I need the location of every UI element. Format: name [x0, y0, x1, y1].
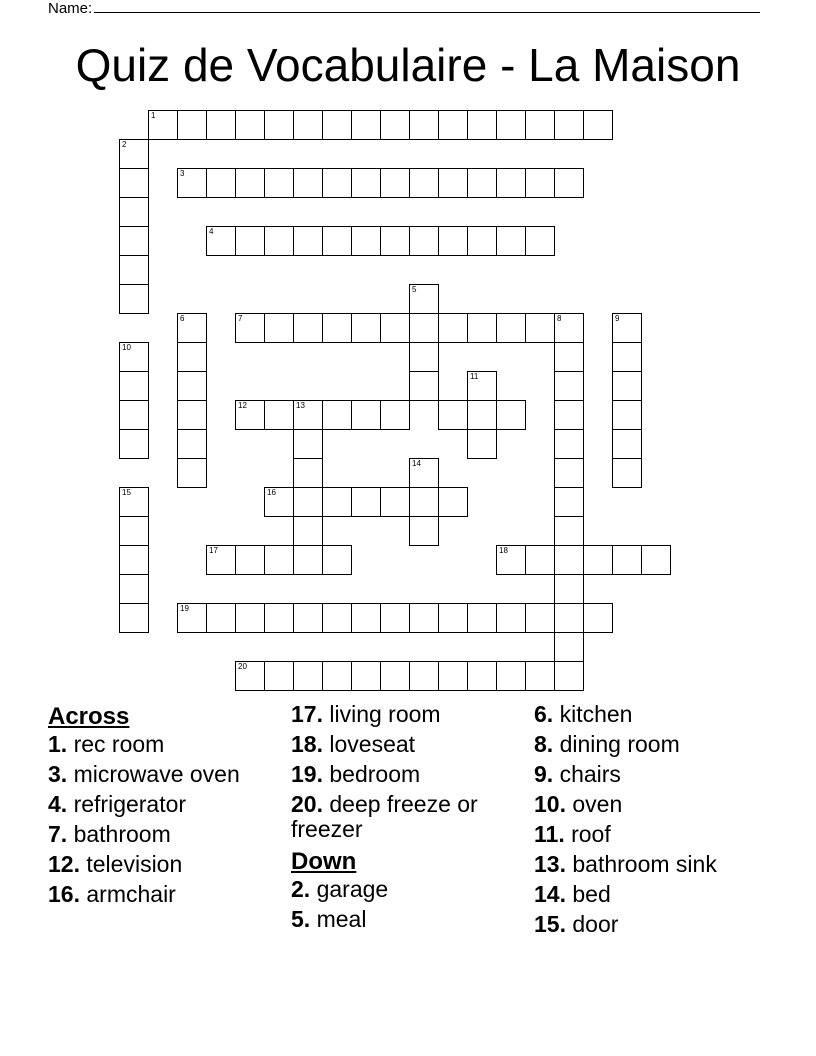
grid-cell[interactable]	[438, 661, 468, 691]
grid-cell[interactable]	[380, 226, 410, 256]
grid-cell[interactable]	[119, 429, 149, 459]
grid-cell[interactable]	[293, 313, 323, 343]
grid-cell[interactable]	[351, 400, 381, 430]
grid-cell[interactable]	[177, 313, 207, 343]
grid-cell[interactable]	[409, 661, 439, 691]
grid-cell[interactable]	[235, 168, 265, 198]
grid-cell[interactable]	[293, 545, 323, 575]
grid-cell[interactable]	[583, 603, 613, 633]
clue-heading: Down	[291, 848, 357, 875]
clue-text: loveseat	[322, 731, 416, 757]
grid-cell[interactable]	[119, 400, 149, 430]
grid-cell[interactable]	[177, 400, 207, 430]
grid-cell[interactable]	[554, 661, 584, 691]
grid-cell[interactable]	[612, 545, 642, 575]
grid-cell[interactable]	[380, 603, 410, 633]
grid-cell[interactable]	[496, 168, 526, 198]
clue-text: garage	[310, 876, 389, 902]
clue-text: roof	[564, 821, 611, 847]
grid-cell[interactable]	[235, 661, 265, 691]
grid-cell[interactable]	[409, 284, 439, 314]
grid-cell[interactable]	[293, 110, 323, 140]
grid-cell[interactable]	[264, 400, 294, 430]
grid-cell[interactable]	[119, 168, 149, 198]
grid-cell[interactable]	[322, 400, 352, 430]
grid-cell[interactable]	[177, 603, 207, 633]
grid-cell[interactable]	[206, 226, 236, 256]
grid-cell[interactable]	[409, 371, 439, 401]
cell-number: 7	[238, 314, 243, 323]
grid-cell[interactable]	[467, 429, 497, 459]
grid-cell[interactable]	[467, 110, 497, 140]
grid-cell[interactable]	[554, 400, 584, 430]
name-label: Name:	[48, 0, 93, 17]
cell-number: 9	[615, 314, 620, 323]
clue-number: 10.	[534, 791, 566, 817]
clue-text: bathroom	[67, 821, 171, 847]
grid-cell[interactable]	[148, 110, 178, 140]
grid-cell[interactable]	[351, 110, 381, 140]
grid-cell[interactable]	[438, 313, 468, 343]
grid-cell[interactable]	[235, 110, 265, 140]
cell-number: 5	[412, 285, 417, 294]
grid-cell[interactable]	[380, 661, 410, 691]
grid-cell[interactable]	[554, 313, 584, 343]
clue-item	[534, 732, 784, 757]
cell-number: 4	[209, 227, 214, 236]
grid-cell[interactable]	[322, 545, 352, 575]
grid-cell[interactable]	[409, 458, 439, 488]
clue-number: 16.	[48, 881, 80, 907]
clue-number: 4.	[48, 791, 68, 817]
clue-number: 9.	[534, 761, 554, 787]
grid-cell[interactable]	[322, 603, 352, 633]
grid-cell[interactable]	[467, 661, 497, 691]
clue-number: 12.	[48, 851, 80, 877]
clue-number: 13.	[534, 851, 566, 877]
cell-number: 10	[122, 343, 131, 352]
clue-item	[534, 792, 784, 817]
grid-cell[interactable]	[496, 313, 526, 343]
grid-cell[interactable]	[264, 545, 294, 575]
grid-cell[interactable]	[351, 603, 381, 633]
grid-cell[interactable]	[525, 110, 555, 140]
grid-cell[interactable]	[293, 458, 323, 488]
grid-cell[interactable]	[119, 255, 149, 285]
grid-cell[interactable]	[554, 342, 584, 372]
clue-text: chairs	[553, 761, 621, 787]
grid-cell[interactable]	[583, 545, 613, 575]
grid-cell[interactable]	[438, 226, 468, 256]
grid-cell[interactable]	[264, 603, 294, 633]
grid-cell[interactable]	[264, 226, 294, 256]
grid-cell[interactable]	[322, 226, 352, 256]
cell-number: 14	[412, 459, 421, 468]
grid-cell[interactable]	[496, 400, 526, 430]
grid-cell[interactable]	[264, 110, 294, 140]
clue-column-3	[534, 702, 784, 942]
grid-cell[interactable]	[380, 110, 410, 140]
clue-number: 11.	[534, 821, 565, 847]
clue-text: television	[79, 851, 183, 877]
grid-cell[interactable]	[409, 226, 439, 256]
grid-cell[interactable]	[409, 168, 439, 198]
clue-text: armchair	[79, 881, 176, 907]
grid-cell[interactable]	[496, 603, 526, 633]
cell-number: 17	[209, 546, 218, 555]
clue-number: 19.	[291, 761, 323, 787]
grid-cell[interactable]	[380, 168, 410, 198]
grid-cell[interactable]	[177, 371, 207, 401]
clue-number: 20.	[291, 791, 323, 817]
grid-cell[interactable]	[119, 574, 149, 604]
grid-cell[interactable]	[293, 661, 323, 691]
grid-cell[interactable]	[293, 429, 323, 459]
clue-number: 14.	[534, 881, 566, 907]
grid-cell[interactable]	[496, 661, 526, 691]
grid-cell[interactable]	[380, 400, 410, 430]
grid-cell[interactable]	[177, 429, 207, 459]
grid-cell[interactable]	[525, 603, 555, 633]
grid-cell[interactable]	[119, 516, 149, 546]
grid-cell[interactable]	[409, 516, 439, 546]
grid-cell[interactable]	[641, 545, 671, 575]
clue-text: deep freeze or freezer	[291, 791, 478, 842]
cell-number: 20	[238, 662, 247, 671]
grid-cell[interactable]	[119, 226, 149, 256]
grid-cell[interactable]	[351, 487, 381, 517]
clue-text: bathroom sink	[565, 851, 717, 877]
grid-cell[interactable]	[467, 168, 497, 198]
grid-cell[interactable]	[264, 661, 294, 691]
clue-number: 3.	[48, 761, 68, 787]
grid-cell[interactable]	[612, 371, 642, 401]
clue-item	[291, 792, 541, 842]
clue-item	[48, 852, 298, 877]
clue-item	[291, 762, 541, 787]
grid-cell[interactable]	[554, 110, 584, 140]
grid-cell[interactable]	[119, 487, 149, 517]
clue-item	[291, 732, 541, 757]
grid-cell[interactable]	[119, 371, 149, 401]
clue-item	[48, 822, 298, 847]
grid-cell[interactable]	[554, 168, 584, 198]
grid-cell[interactable]	[525, 168, 555, 198]
clue-item	[48, 792, 298, 817]
grid-cell[interactable]	[293, 226, 323, 256]
clue-text: bed	[565, 881, 611, 907]
grid-cell[interactable]	[293, 487, 323, 517]
grid-cell[interactable]	[496, 226, 526, 256]
grid-cell[interactable]	[177, 168, 207, 198]
grid-cell[interactable]	[119, 545, 149, 575]
clue-text: door	[565, 911, 619, 937]
grid-cell[interactable]	[438, 110, 468, 140]
grid-cell[interactable]	[177, 110, 207, 140]
clue-number: 18.	[291, 731, 323, 757]
grid-cell[interactable]	[438, 168, 468, 198]
grid-cell[interactable]	[235, 226, 265, 256]
grid-cell[interactable]	[293, 400, 323, 430]
clue-number: 17.	[291, 701, 323, 727]
clue-text: microwave oven	[67, 761, 240, 787]
grid-cell[interactable]	[264, 487, 294, 517]
grid-cell[interactable]	[206, 545, 236, 575]
cell-number: 13	[296, 401, 305, 410]
grid-cell[interactable]	[119, 197, 149, 227]
grid-cell[interactable]	[264, 313, 294, 343]
page-title: Quiz de Vocabulaire - La Maison	[75, 39, 741, 91]
grid-cell[interactable]	[409, 603, 439, 633]
grid-cell[interactable]	[293, 168, 323, 198]
grid-cell[interactable]	[322, 168, 352, 198]
cell-number: 15	[122, 488, 131, 497]
clue-item	[534, 762, 784, 787]
cell-number: 1	[151, 111, 156, 120]
grid-cell[interactable]	[409, 342, 439, 372]
grid-cell[interactable]	[612, 400, 642, 430]
grid-cell[interactable]	[554, 458, 584, 488]
clue-number: 1.	[48, 731, 68, 757]
grid-cell[interactable]	[235, 603, 265, 633]
grid-cell[interactable]	[322, 487, 352, 517]
grid-cell[interactable]	[467, 603, 497, 633]
clue-number: 2.	[291, 876, 311, 902]
cell-number: 19	[180, 604, 189, 613]
grid-cell[interactable]	[264, 168, 294, 198]
grid-cell[interactable]	[525, 226, 555, 256]
clue-item	[48, 762, 298, 787]
grid-cell[interactable]	[612, 458, 642, 488]
grid-cell[interactable]	[554, 487, 584, 517]
grid-cell[interactable]	[554, 545, 584, 575]
clue-number: 7.	[48, 821, 68, 847]
clue-text: oven	[565, 791, 623, 817]
grid-cell[interactable]	[554, 516, 584, 546]
grid-cell[interactable]	[438, 487, 468, 517]
clue-text: kitchen	[553, 701, 633, 727]
clue-item	[534, 702, 784, 727]
cell-number: 16	[267, 488, 276, 497]
clue-item	[534, 822, 784, 847]
grid-cell[interactable]	[322, 313, 352, 343]
grid-cell[interactable]	[293, 516, 323, 546]
grid-cell[interactable]	[177, 342, 207, 372]
cell-number: 18	[499, 546, 508, 555]
cell-number: 6	[180, 314, 185, 323]
grid-cell[interactable]	[554, 574, 584, 604]
grid-cell[interactable]	[351, 313, 381, 343]
clue-item	[48, 882, 298, 907]
clue-number: 15.	[534, 911, 566, 937]
clue-item	[534, 912, 784, 937]
cell-number: 8	[557, 314, 562, 323]
cell-number: 11	[470, 372, 479, 381]
grid-cell[interactable]	[409, 110, 439, 140]
grid-cell[interactable]	[235, 545, 265, 575]
grid-cell[interactable]	[351, 168, 381, 198]
grid-cell[interactable]	[235, 313, 265, 343]
clue-text: living room	[322, 701, 441, 727]
grid-cell[interactable]	[467, 371, 497, 401]
grid-cell[interactable]	[496, 545, 526, 575]
clue-item	[291, 877, 541, 902]
grid-cell[interactable]	[612, 342, 642, 372]
clue-text: bedroom	[322, 761, 421, 787]
clue-heading: Across	[48, 703, 130, 730]
grid-cell[interactable]	[235, 400, 265, 430]
grid-cell[interactable]	[322, 110, 352, 140]
clue-text: meal	[310, 906, 367, 932]
clue-item	[291, 907, 541, 932]
grid-cell[interactable]	[177, 458, 207, 488]
grid-cell[interactable]	[554, 603, 584, 633]
grid-cell[interactable]	[206, 110, 236, 140]
cell-number: 2	[122, 140, 127, 149]
grid-cell[interactable]	[293, 603, 323, 633]
cell-number: 12	[238, 401, 247, 410]
grid-cell[interactable]	[583, 110, 613, 140]
grid-cell[interactable]	[554, 371, 584, 401]
grid-cell[interactable]	[119, 342, 149, 372]
clue-text: dining room	[553, 731, 680, 757]
grid-cell[interactable]	[525, 313, 555, 343]
grid-cell[interactable]	[525, 661, 555, 691]
grid-cell[interactable]	[380, 313, 410, 343]
clue-number: 6.	[534, 701, 554, 727]
grid-cell[interactable]	[380, 487, 410, 517]
grid-cell[interactable]	[351, 226, 381, 256]
clue-item	[48, 732, 298, 757]
clue-text: refrigerator	[67, 791, 187, 817]
grid-cell[interactable]	[496, 110, 526, 140]
grid-cell[interactable]	[206, 168, 236, 198]
grid-cell[interactable]	[612, 313, 642, 343]
grid-cell[interactable]	[438, 400, 468, 430]
clue-text: rec room	[67, 731, 165, 757]
clue-number: 5.	[291, 906, 311, 932]
grid-cell[interactable]	[467, 226, 497, 256]
grid-cell[interactable]	[351, 661, 381, 691]
grid-cell[interactable]	[467, 313, 497, 343]
clue-item	[534, 852, 784, 877]
grid-cell[interactable]	[119, 603, 149, 633]
cell-number: 3	[180, 169, 185, 178]
grid-cell[interactable]	[554, 429, 584, 459]
grid-cell[interactable]	[438, 603, 468, 633]
clue-item	[534, 882, 784, 907]
grid-cell[interactable]	[525, 545, 555, 575]
clue-column-1	[48, 702, 298, 912]
grid-cell[interactable]	[467, 400, 497, 430]
clue-number: 8.	[534, 731, 554, 757]
grid-cell[interactable]	[206, 603, 236, 633]
grid-cell[interactable]	[409, 313, 439, 343]
grid-cell[interactable]	[322, 661, 352, 691]
clue-column-2	[291, 702, 541, 937]
grid-cell[interactable]	[612, 429, 642, 459]
grid-cell[interactable]	[119, 284, 149, 314]
grid-cell[interactable]	[554, 632, 584, 662]
grid-cell[interactable]	[119, 139, 149, 169]
clue-item	[291, 702, 541, 727]
